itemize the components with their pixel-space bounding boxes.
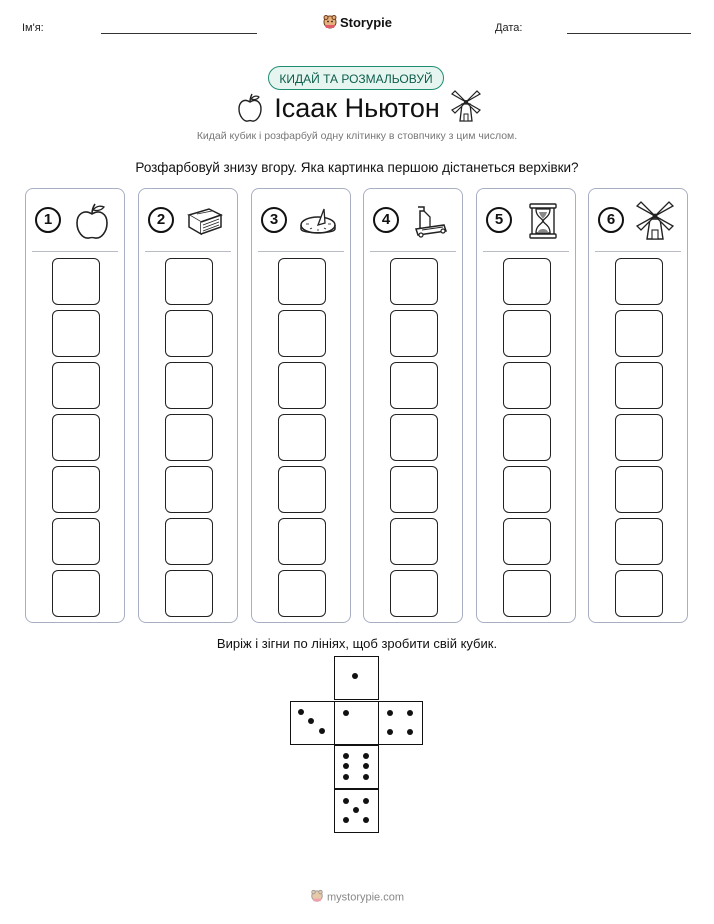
- column-5: [476, 188, 576, 623]
- color-cell[interactable]: [615, 258, 663, 305]
- column-divider: [145, 251, 231, 252]
- column-number: 4: [373, 207, 399, 233]
- pip: [353, 807, 359, 813]
- die-face: [334, 656, 379, 700]
- column-divider: [370, 251, 456, 252]
- color-cell[interactable]: [278, 310, 326, 357]
- color-cell[interactable]: [278, 362, 326, 409]
- color-cell[interactable]: [165, 466, 213, 513]
- brand-name: Storypie: [339, 14, 392, 30]
- column-number: 1: [35, 207, 61, 233]
- color-cell[interactable]: [52, 570, 100, 617]
- title-windmill-icon: [451, 90, 481, 122]
- color-cell[interactable]: [390, 570, 438, 617]
- color-cell[interactable]: [165, 518, 213, 565]
- activity-badge: КИДАЙ ТА РОЗМАЛЬОВУЙ: [268, 66, 444, 90]
- color-cell[interactable]: [503, 570, 551, 617]
- column-divider: [483, 251, 569, 252]
- treadmill-icon: [410, 201, 450, 241]
- column-number: 2: [148, 207, 174, 233]
- name-line[interactable]: [101, 33, 257, 34]
- pip: [298, 709, 304, 715]
- footer: [0, 889, 714, 906]
- color-cell[interactable]: [503, 518, 551, 565]
- pip: [343, 817, 349, 823]
- column-1: [25, 188, 125, 623]
- brand: [0, 14, 714, 33]
- column-number: 3: [261, 207, 287, 233]
- pip: [343, 774, 349, 780]
- date-line[interactable]: [567, 33, 691, 34]
- column-divider: [32, 251, 118, 252]
- color-cell[interactable]: [278, 466, 326, 513]
- column-divider: [258, 251, 344, 252]
- pip: [407, 710, 413, 716]
- color-cell[interactable]: [165, 362, 213, 409]
- column-6: [588, 188, 688, 623]
- pip: [363, 774, 369, 780]
- color-cell[interactable]: [52, 414, 100, 461]
- color-cell[interactable]: [615, 310, 663, 357]
- die-face: [378, 701, 423, 745]
- color-cell[interactable]: [390, 466, 438, 513]
- name-label: Ім'я:: [22, 22, 44, 34]
- column-number: 5: [486, 207, 512, 233]
- color-cell[interactable]: [390, 362, 438, 409]
- color-cell[interactable]: [278, 414, 326, 461]
- windmill-icon: [635, 201, 675, 241]
- die-face: [334, 789, 379, 833]
- color-cell[interactable]: [278, 258, 326, 305]
- color-cell[interactable]: [390, 414, 438, 461]
- sundial-icon: [298, 201, 338, 241]
- pip: [343, 798, 349, 804]
- pip: [319, 728, 325, 734]
- die-face: [290, 701, 335, 745]
- color-cell[interactable]: [52, 258, 100, 305]
- color-cell[interactable]: [615, 518, 663, 565]
- pip: [308, 718, 314, 724]
- pip: [387, 710, 393, 716]
- storypie-logo-icon: [322, 14, 338, 33]
- pip: [363, 798, 369, 804]
- column-divider: [595, 251, 681, 252]
- column-2: [138, 188, 238, 623]
- date-label: Дата:: [495, 22, 523, 34]
- pip: [352, 673, 358, 679]
- color-cell[interactable]: [615, 414, 663, 461]
- pip: [363, 817, 369, 823]
- column-4: [363, 188, 463, 623]
- color-cell[interactable]: [52, 362, 100, 409]
- pip: [363, 763, 369, 769]
- color-cell[interactable]: [503, 466, 551, 513]
- pip: [343, 753, 349, 759]
- book-icon: [185, 201, 225, 241]
- die-face: [334, 701, 379, 745]
- color-cell[interactable]: [165, 414, 213, 461]
- color-cell[interactable]: [503, 414, 551, 461]
- color-cell[interactable]: [52, 310, 100, 357]
- instruction: Розфарбовуй знизу вгору. Яка картинка першою дістанеться верхівки?: [135, 160, 579, 175]
- die-face: [334, 745, 379, 789]
- color-cell[interactable]: [615, 570, 663, 617]
- color-cell[interactable]: [503, 362, 551, 409]
- pip: [343, 763, 349, 769]
- color-cell[interactable]: [390, 518, 438, 565]
- pip: [407, 729, 413, 735]
- apple-icon: [72, 201, 112, 241]
- color-cell[interactable]: [615, 362, 663, 409]
- color-cell[interactable]: [165, 258, 213, 305]
- color-cell[interactable]: [390, 258, 438, 305]
- pip: [343, 710, 349, 716]
- footer-url[interactable]: mystorypie.com: [326, 891, 405, 904]
- cut-instruction: Виріж і зігни по лініях, щоб зробити свій кубик.: [216, 636, 498, 651]
- pip: [363, 753, 369, 759]
- storypie-footer-logo-icon: [310, 889, 324, 906]
- page-title: Ісаак Ньютон: [274, 93, 440, 123]
- color-cell[interactable]: [278, 518, 326, 565]
- subtitle: Кидай кубик і розфарбуй одну клітинку в стовпчику з цим числом.: [196, 130, 518, 142]
- pip: [387, 729, 393, 735]
- color-cell[interactable]: [52, 466, 100, 513]
- color-cell[interactable]: [278, 570, 326, 617]
- color-cell[interactable]: [165, 310, 213, 357]
- color-cell[interactable]: [52, 518, 100, 565]
- color-cell[interactable]: [503, 258, 551, 305]
- color-cell[interactable]: [165, 570, 213, 617]
- column-3: [251, 188, 351, 623]
- color-cell[interactable]: [503, 310, 551, 357]
- hourglass-icon: [523, 201, 563, 241]
- column-number: 6: [598, 207, 624, 233]
- color-cell[interactable]: [615, 466, 663, 513]
- color-cell[interactable]: [390, 310, 438, 357]
